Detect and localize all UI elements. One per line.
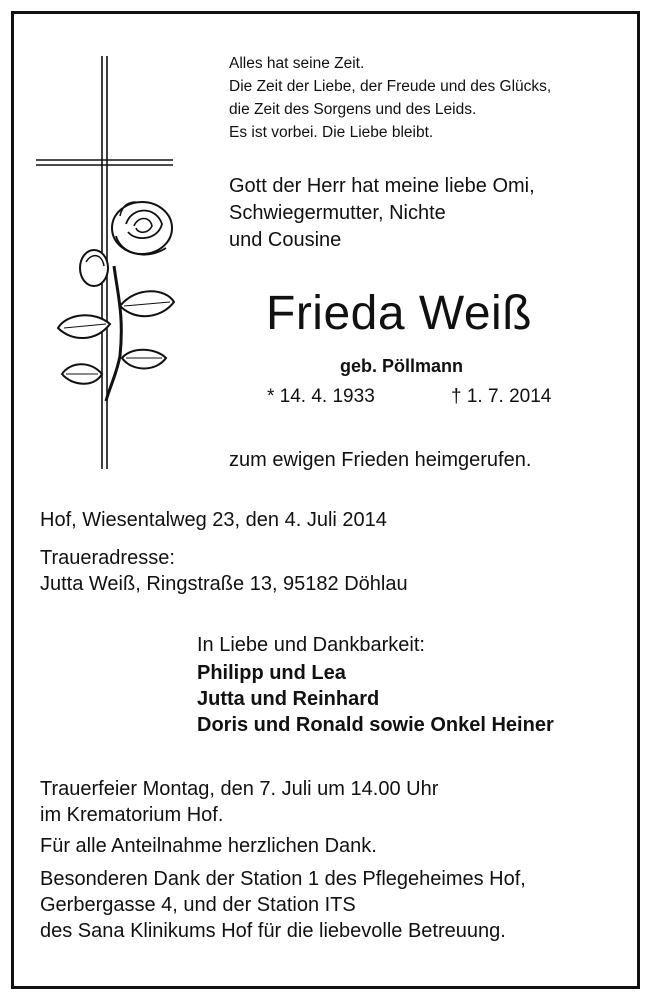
- deceased-name: Frieda Weiß: [266, 287, 533, 340]
- special-thanks: [40, 866, 526, 944]
- intro-line: und Cousine: [229, 229, 342, 251]
- poem-line: Es ist vorbei. Die Liebe bleibt.: [229, 124, 434, 141]
- mourning-address-label: Traueradresse:: [40, 547, 175, 569]
- family-list: [197, 660, 554, 738]
- intro-line: Gott der Herr hat meine liebe Omi,: [229, 175, 535, 197]
- poem: [229, 52, 551, 144]
- special-thanks-line: Besonderen Dank der Station 1 des Pflegeheimes Hof,: [40, 868, 526, 890]
- maiden-name: geb. Pöllmann: [340, 356, 464, 376]
- thanks-heading: In Liebe und Dankbarkeit:: [197, 634, 425, 656]
- funeral-service: [40, 776, 438, 828]
- general-thanks: Für alle Anteilnahme herzlichen Dank.: [40, 835, 377, 857]
- place-date: Hof, Wiesentalweg 23, den 4. Juli 2014: [40, 509, 387, 531]
- special-thanks-line: des Sana Klinikums Hof für die liebevolle Betreuung.: [40, 920, 506, 942]
- mourning-address-line: Jutta Weiß, Ringstraße 13, 95182 Döhlau: [40, 573, 408, 595]
- called-home-text: zum ewigen Frieden heimgerufen.: [229, 449, 532, 471]
- service-line: im Krematorium Hof.: [40, 804, 224, 826]
- death-date: † 1. 7. 2014: [451, 386, 552, 407]
- intro-text: [229, 173, 535, 254]
- intro-line: Schwiegermutter, Nichte: [229, 202, 446, 224]
- birth-date: * 14. 4. 1933: [267, 386, 375, 407]
- family-member: Philipp und Lea: [197, 662, 346, 684]
- poem-line: Alles hat seine Zeit.: [229, 55, 365, 72]
- mourning-address: [40, 545, 408, 597]
- poem-line: die Zeit des Sorgens und des Leids.: [229, 101, 477, 118]
- service-line: Trauerfeier Montag, den 7. Juli um 14.00 Uhr: [40, 778, 439, 800]
- poem-line: Die Zeit der Liebe, der Freude und des Glücks,: [229, 78, 552, 95]
- family-member: Jutta und Reinhard: [197, 688, 380, 710]
- rose-icon: [58, 202, 174, 401]
- special-thanks-line: Gerbergasse 4, und der Station ITS: [40, 894, 356, 916]
- family-member: Doris und Ronald sowie Onkel Heiner: [197, 714, 554, 736]
- cross-rose-icon: [36, 56, 186, 476]
